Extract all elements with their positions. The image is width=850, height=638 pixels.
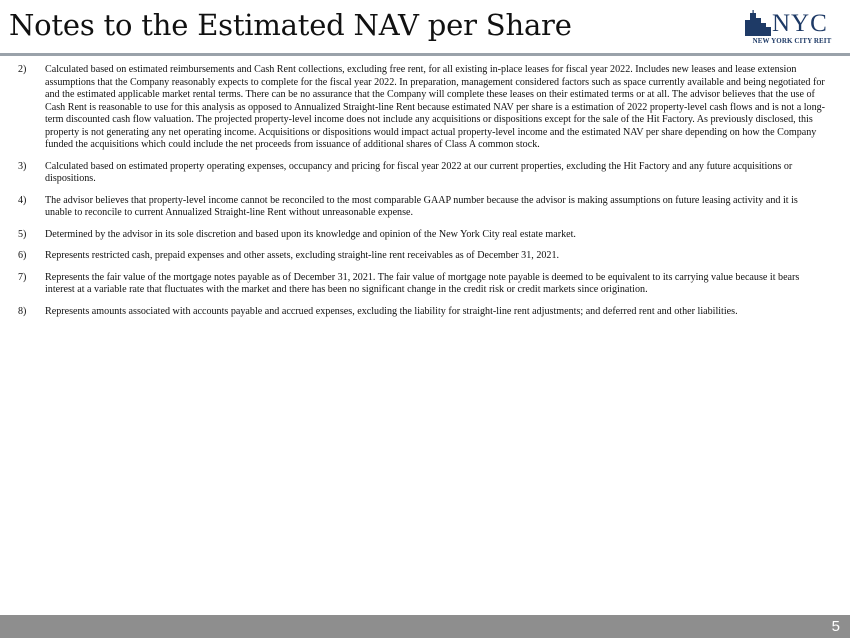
note-number: 4): [18, 194, 27, 206]
note-text: Represents amounts associated with accounts payable and accrued expenses, excluding the liability for straight-line rent adjustments; and deferred rent and other liabilities.: [45, 305, 738, 317]
note-text: Calculated based on estimated reimbursements and Cash Rent collections, excluding free rent, for all existing in-place leases for fiscal year 2022. Includes new leases and lease extension assumptions that the Company reasonably expects to complete for the fiscal year 2022. In preparation, management considered factors such as space currently available and being negotiated for and the estimated applicable market rental terms. There can be no assurance that the Company will complete these leases on their estimated terms or at all. The advisor believes that the use of Cash Rent is reasonable to use for this analysis as opposed to Annualized Straight-line Rent because estimated NAV per share is a estimation of 2022 property-level cash flows and is not a long-term discounted cash flow valuation. The projected property-level income does not include any acquisitions or dispositions except for the sale of the Hit Factory. As previously disclosed, this property is not generating any net operating income. Acquisitions or dispositions would impact actual property-level income and the estimated NAV per share depending on how the Company funded the acquisitions which could include the net proceeds from issuance of additional shares of Class A common stock.: [45, 64, 826, 150]
footer-bar: [0, 615, 850, 638]
note-item: [18, 306, 826, 319]
logo-subtitle: NEW YORK CITY REIT: [752, 37, 832, 45]
note-number: 8): [18, 305, 27, 317]
note-text: Represents restricted cash, prepaid expenses and other assets, excluding straight-line rent receivables as of December 31, 2021.: [45, 250, 560, 261]
skyline-icon: [744, 10, 774, 36]
note-number: 7): [18, 271, 27, 283]
note-text: The advisor believes that property-level income cannot be reconciled to the most comparable GAAP number because the advisor is making assumptions on future leasing activity and it is unable to reconcile to current Annualized Straight-line Rent without unreasonable expense.: [45, 194, 798, 218]
note-number: 6): [18, 250, 27, 261]
header-divider: [0, 53, 850, 56]
note-text: Determined by the advisor in its sole discretion and based upon its knowledge and opinion of the New York City real estate market.: [45, 228, 576, 240]
page-title: Notes to the Estimated NAV per Share: [9, 8, 572, 42]
note-item: [18, 161, 826, 186]
logo-brand: NYC: [772, 10, 828, 37]
note-item: [18, 64, 826, 152]
note-number: 3): [18, 160, 27, 172]
page-number: 5: [831, 618, 840, 635]
note-item: [18, 195, 826, 220]
note-number: 2): [18, 64, 27, 75]
company-logo: [744, 10, 840, 50]
note-item: [18, 250, 826, 263]
note-item: [18, 272, 826, 297]
note-item: [18, 229, 826, 242]
note-text: Calculated based on estimated property operating expenses, occupancy and pricing for fiscal year 2022 at our current properties, excluding the Hit Factory and any future acquisitions or dispositions.: [45, 160, 793, 184]
note-number: 5): [18, 228, 27, 240]
notes-list: [18, 64, 826, 327]
note-text: Represents the fair value of the mortgage notes payable as of December 31, 2021. The fair value of mortgage note payable is deemed to be equivalent to its carrying value because it bears interest at a variable rate that fluctuates with the market and there has been no significant change in the credit risk or credit markets since origination.: [45, 271, 800, 295]
